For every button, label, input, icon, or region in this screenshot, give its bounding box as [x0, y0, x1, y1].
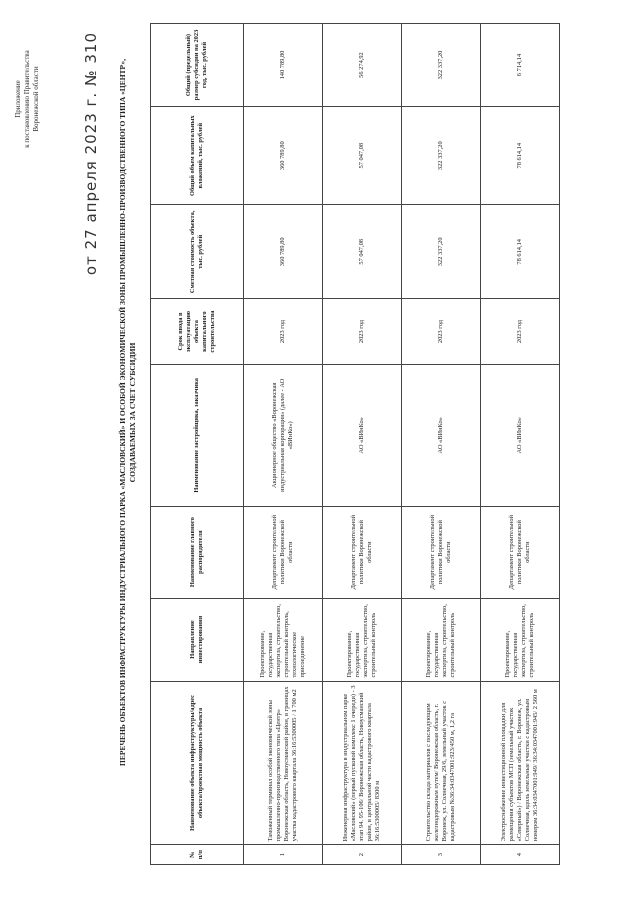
- row-number: 1: [244, 845, 323, 865]
- appendix-block: [14, 14, 41, 184]
- appendix-line-2: Воронежской области: [32, 66, 40, 132]
- row-investment-volume: 78 614,14: [481, 107, 560, 205]
- appendix-line-1: к постановлению Правительства: [23, 50, 31, 148]
- row-developer: Акционерное общество «Воронежская индустриальная корпорация» (далее - АО «ВИнКо»): [244, 364, 323, 506]
- header-subsidy: Общий (предельный) размер субсидии на 2023 год, тыс. рублей: [151, 24, 244, 107]
- header-term: Срок ввода в эксплуатацию объекта капитального строительства: [151, 299, 244, 365]
- row-administrator: Департамент строительной политики Воронежской области: [323, 506, 402, 598]
- row-number: 4: [481, 845, 560, 865]
- row-investment-volume: 360 789,80: [244, 107, 323, 205]
- row-direction: Проектирование, государственная экспертиза, строительство, строительный контроль, технологическое присоединение: [244, 598, 323, 681]
- row-subsidy: 322 337,20: [402, 24, 481, 107]
- table-row: [402, 24, 481, 865]
- row-subsidy: 140 789,80: [244, 24, 323, 107]
- header-number: № п/п: [151, 845, 244, 865]
- table-header-row: [151, 24, 244, 865]
- row-term: 2023 год: [481, 299, 560, 365]
- row-investment-volume: 322 337,20: [402, 107, 481, 205]
- row-investment-volume: 57 047,08: [323, 107, 402, 205]
- date-prefix: от: [82, 255, 100, 276]
- table-row: [244, 24, 323, 865]
- row-estimated-cost: 78 614,14: [481, 205, 560, 299]
- table-row: [481, 24, 560, 865]
- row-developer: АО «ВИнКо»: [323, 364, 402, 506]
- row-number: 3: [402, 845, 481, 865]
- row-number: 2: [323, 845, 402, 865]
- header-investment-volume: Общий объем капитальных вложений, тыс. рублей: [151, 107, 244, 205]
- header-direction: Направление инвестирования: [151, 598, 244, 681]
- number-sign: №: [82, 69, 100, 87]
- row-subsidy: 6 714,14: [481, 24, 560, 107]
- appendix-label: Приложение: [14, 80, 22, 118]
- row-administrator: Департамент строительной политики Воронежской области: [244, 506, 323, 598]
- row-term: 2023 год: [323, 299, 402, 365]
- decree-date-line: [82, 32, 100, 275]
- row-administrator: Департамент строительной политики Воронежской области: [402, 506, 481, 598]
- date-value: 27 апреля 2023 г.: [82, 91, 100, 250]
- row-object-name: Электроснабжение инвестиционной площадки для размещения субъектов МСП (земельный участок «Северный») / Воронежская область, г. Воронеж, ул. Солнечная, вдоль земельные участки с кадастровым номером 36:34:0347001:949/ 36:34:0347001:945/ 2 560 м: [481, 681, 560, 845]
- row-term: 2023 год: [244, 299, 323, 365]
- row-term: 2023 год: [402, 299, 481, 365]
- header-developer: Наименование застройщика, заказчика: [151, 364, 244, 506]
- objects-table: [150, 23, 560, 865]
- row-estimated-cost: 57 047,08: [323, 205, 402, 299]
- row-developer: АО «ВИнКо»: [481, 364, 560, 506]
- row-object-name: Таможенный терминал особой экономической зоны промышленно-производственного типа «Центр» Воронежская область, Новоусманский район, в границах участка кадастрового квартала 36:16:5300005 / 1 700 м2: [244, 681, 323, 845]
- document-title: ПЕРЕЧЕНЬ ОБЪЕКТОВ ИНФРАСТРУКТУРЫ ИНДУСТРИАЛЬНОГО ПАРКА «МАСЛОВСКИЙ» И ОСОБОЙ ЭКОНОМИЧЕСКОЙ ЗОНЫ ПРОМЫШЛЕННО-ПРОИЗВОДСТВЕННОГО ТИПА «ЦЕНТР», СОЗДАВАЕМЫХ ЗА СЧЕТ СУБСИДИИ: [118, 59, 137, 766]
- header-object-name: Наименование объекта инфраструктуры/адрес объекта/проектная мощность объекта: [151, 681, 244, 845]
- row-direction: Проектирование, государственная экспертиза, строительство, строительный контроль: [402, 598, 481, 681]
- row-object-name: Инженерная инфраструктура в индустриальном парке «Масловский» (первый пусковой комплекс 1 очереди) - 3 этап 94. 95-106/ Воронежская область, Новоусманский район, в центральной части кадастрового квартала 36:16:5300005/ 8300 м: [323, 681, 402, 845]
- row-direction: Проектирование, государственная экспертиза, строительство, строительный контроль: [481, 598, 560, 681]
- header-administrator: Наименование главного распорядителя: [151, 506, 244, 598]
- decree-number: 310: [82, 32, 100, 64]
- row-administrator: Департамент строительной политики Воронежской области: [481, 506, 560, 598]
- row-direction: Проектирование, государственная экспертиза, строительство, строительный контроль: [323, 598, 402, 681]
- row-subsidy: 56 274,92: [323, 24, 402, 107]
- row-estimated-cost: 322 337,20: [402, 205, 481, 299]
- row-object-name: Строительство склада материалов с последующим железнодорожным путем/ Воронежская область, г. Воронеж, ул. Солнечная, 29/6, земельный участок с кадастровым №36:34:0347001:923/450 м, 1,2 га: [402, 681, 481, 845]
- header-estimated-cost: Сметная стоимость объекта, тыс. рублей: [151, 205, 244, 299]
- row-estimated-cost: 360 789,80: [244, 205, 323, 299]
- table-row: [323, 24, 402, 865]
- row-developer: АО «ВИнКо»: [402, 364, 481, 506]
